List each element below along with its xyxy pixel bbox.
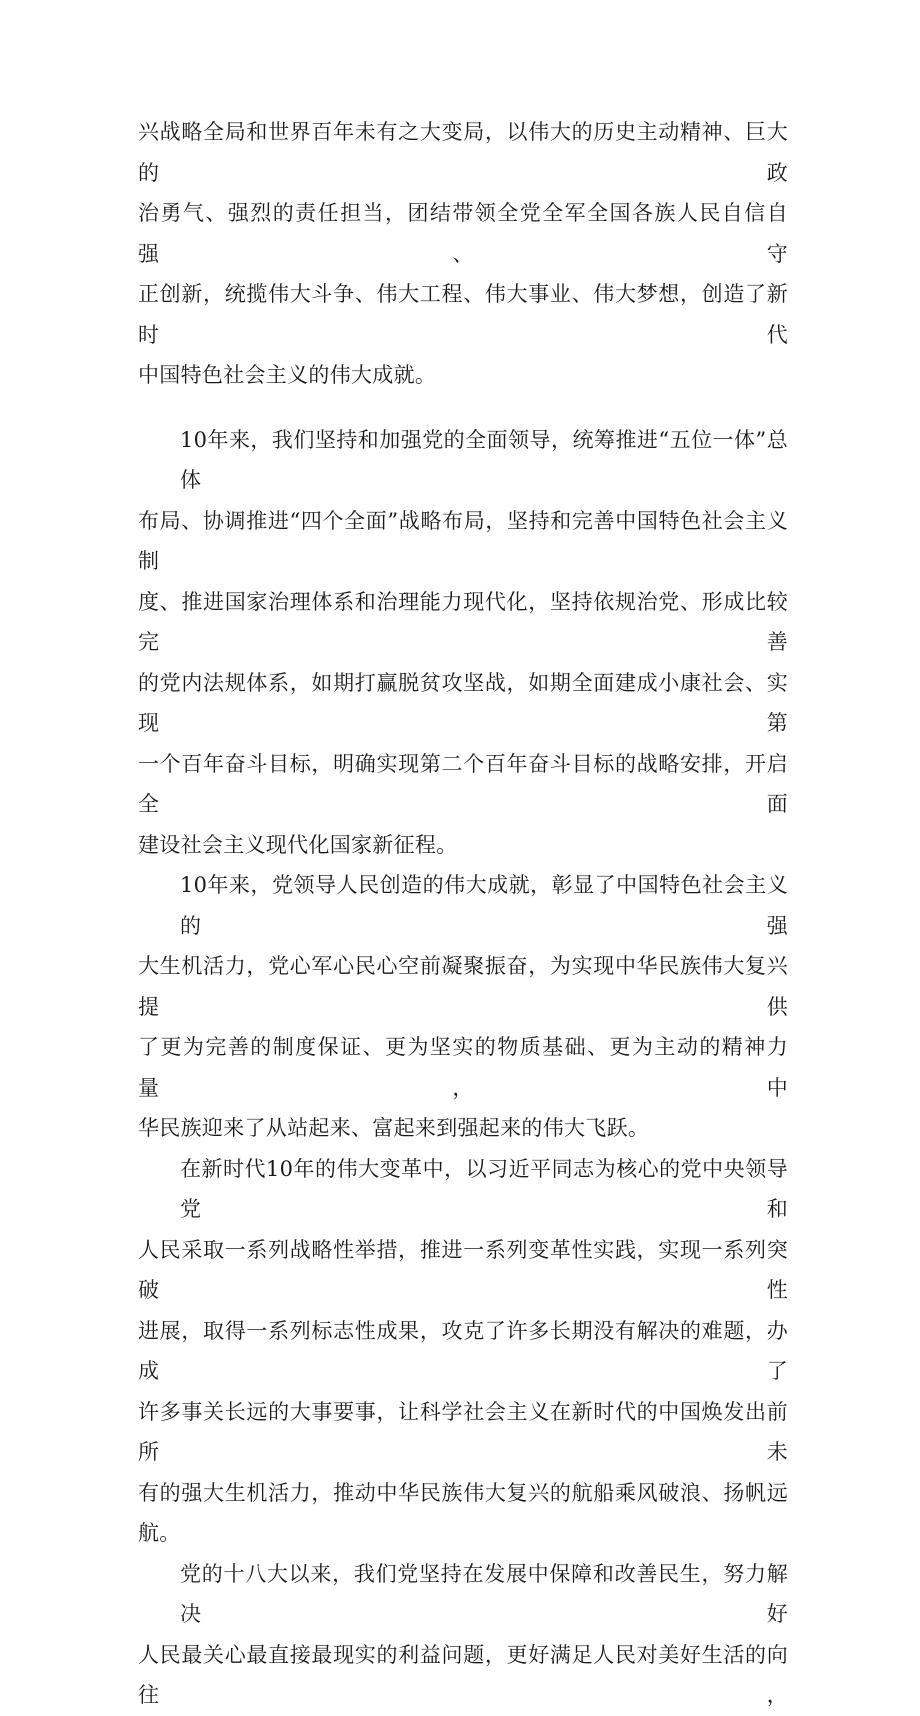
text-line: 人民最关心最直接最现实的利益问题，更好满足人民对美好生活的向往，: [138, 1642, 788, 1707]
text-line: 大生机活力，党心军心民心空前凝聚振奋，为实现中华民族伟大复兴提供: [138, 954, 788, 1019]
text-line: 许多事关长远的大事要事，让科学社会主义在新时代的中国焕发出前所未: [138, 1399, 788, 1464]
text-line: 了更为完善的制度保证、更为坚实的物质基础、更为主动的精神力量，中: [138, 1035, 788, 1100]
document-body: [138, 112, 788, 1716]
text-line: 进展，取得一系列标志性成果，攻克了许多长期没有解决的难题，办成了: [138, 1318, 788, 1383]
text-line: 一个百年奋斗目标，明确实现第二个百年奋斗目标的战略安排，开启全面: [138, 751, 788, 816]
text-line: 华民族迎来了从站起来、富起来到强起来的伟大飞跃。: [138, 1116, 650, 1140]
text-line: 10年来，我们坚持和加强党的全面领导，统筹推进“五位一体”总体: [180, 427, 788, 492]
text-line: 在新时代10年的伟大变革中，以习近平同志为核心的党中央领导党和: [180, 1156, 788, 1221]
text-line: 度、推进国家治理体系和治理能力现代化，坚持依规治党、形成比较完善: [138, 589, 788, 654]
paragraph-2: [138, 420, 788, 866]
paragraph-4: [138, 1149, 788, 1554]
paragraph-3: [138, 865, 788, 1149]
text-line: 党的十八大以来，我们党坚持在发展中保障和改善民生，努力解决好: [180, 1561, 788, 1626]
text-line: 中国特色社会主义的伟大成就。: [138, 363, 437, 387]
text-line: 正创新，统揽伟大斗争、伟大工程、伟大事业、伟大梦想，创造了新时代: [138, 282, 788, 347]
text-line: 10年来，党领导人民创造的伟大成就，彰显了中国特色社会主义的强: [180, 873, 788, 938]
text-line: 建设社会主义现代化国家新征程。: [138, 832, 458, 857]
paragraph-5: [138, 1554, 788, 1716]
paragraph-1: [138, 112, 788, 396]
text-line: 有的强大生机活力，推动中华民族伟大复兴的航船乘风破浪、扬帆远航。: [138, 1480, 788, 1545]
text-line: 布局、协调推进“四个全面”战略布局，坚持和完善中国特色社会主义制: [138, 508, 788, 573]
text-line: 治勇气、强烈的责任担当，团结带领全党全军全国各族人民自信自强、守: [138, 201, 788, 266]
text-line: 人民采取一系列战略性举措，推进一系列变革性实践，实现一系列突破性: [138, 1237, 788, 1302]
text-line: 的党内法规体系，如期打赢脱贫攻坚战，如期全面建成小康社会、实现第: [138, 670, 788, 735]
text-line: 兴战略全局和世界百年未有之大变局，以伟大的历史主动精神、巨大的政: [138, 120, 788, 185]
